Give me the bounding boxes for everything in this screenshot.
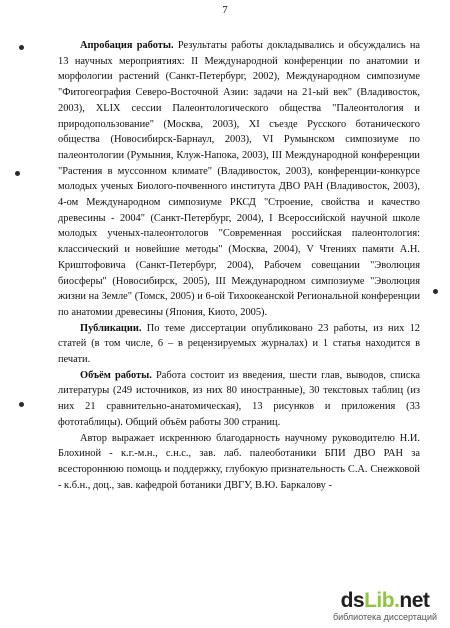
paragraph-lead: Объём работы. [80, 369, 152, 381]
paragraph-acknowledgements [58, 431, 420, 494]
scan-mark [19, 45, 24, 50]
paragraph-lead: Апробация работы. [80, 40, 174, 51]
paragraph-volume [58, 368, 420, 431]
paragraph-lead: Публикации. [80, 322, 142, 334]
paragraph-text: По теме диссертации опубликовано 23 работы, из них 12 статей (в том числе, 6 – в рецензируемых журналах) и 1 статья находится в печати. [58, 322, 420, 366]
paragraph-text: Результаты работы докладывались и обсуждались на 13 научных мероприятиях: II Международной конференции по анатомии и морфологии растений (Санкт-Петербург, 2002), Международном симпозиуме "Фитогеография Северо-Восточной Азии: задачи на 21-ый век" (Владивосток, 2003), XLIX сессии Палеонтологического общества "Палеонтология и природопользование" (Москва, 2003), XI съезде Русского ботанического общества (Новосибирск-Барнаул, 2003), VI Румынском симпозиуме по палеонтологии (Румыния, Клуж-Напока, 2003), III Международной конференции "Растения в муссонном климате" (Владивосток, 2003), конференции-конкурсе молодых ученых Биолого-почвенного института ДВО РАН (Владивосток, 2003), 4-ом Международном симпозиуме РКСД "Строение, свойства и качество древесины - 2004" (Санкт-Петербург, 2004), I Всероссийской научной школе молодых ученых-палеонтологов "Современная российская палеонтология: классический и новейшие методы" (Москва, 2004), V Чтениях памяти А.Н. Криштофовича (Санкт-Петербург, 2004), Рабочем совещании "Эволюция биосферы" (Новосибирск, 2005), III Международном симпозиуме "Эволюция жизни на Земле" (Томск, 2005) и 6-ой Тихоокеанской Региональной конференции по анатомии древесины (Япония, Киото, 2005). [58, 40, 420, 318]
paragraph-text: Работа состоит из введения, шести глав, выводов, списка литературы (249 источников, из них 80 иностранные), 30 текстовых таблиц (из них 21 сравнительно-анатомическая), 13 рисунков и приложения (33 фототаблицы). Общий объём работы 300 страниц. [58, 369, 420, 428]
paragraph-approbation [58, 38, 420, 321]
watermark-brand [330, 590, 440, 612]
paragraph-publications [58, 321, 420, 368]
watermark-brand-net: net [399, 589, 430, 612]
watermark-brand-dot: . [394, 589, 400, 612]
watermark-logo [330, 590, 440, 622]
paragraph-text: Автор выражает искреннюю благодарность научному руководителю Н.И. Блохиной - к.г.-м.н., с.н.с., зав. лаб. палеоботаники БПИ ДВО РАН за всестороннюю помощь и поддержку, глубокую признательность С.А. Снежковой - к.б.н., доц., зав. кафедрой ботаники ДВГУ, В.Ю. Баркалову - [58, 432, 420, 491]
watermark-brand-lib: Lib [364, 589, 395, 612]
scan-mark [19, 402, 24, 407]
scan-mark [433, 289, 438, 294]
document-body [58, 38, 420, 493]
scan-mark [15, 171, 20, 176]
page-number: 7 [222, 4, 228, 16]
watermark-subtitle: библиотека диссертаций [332, 612, 437, 622]
watermark-brand-ds: ds [340, 589, 365, 612]
